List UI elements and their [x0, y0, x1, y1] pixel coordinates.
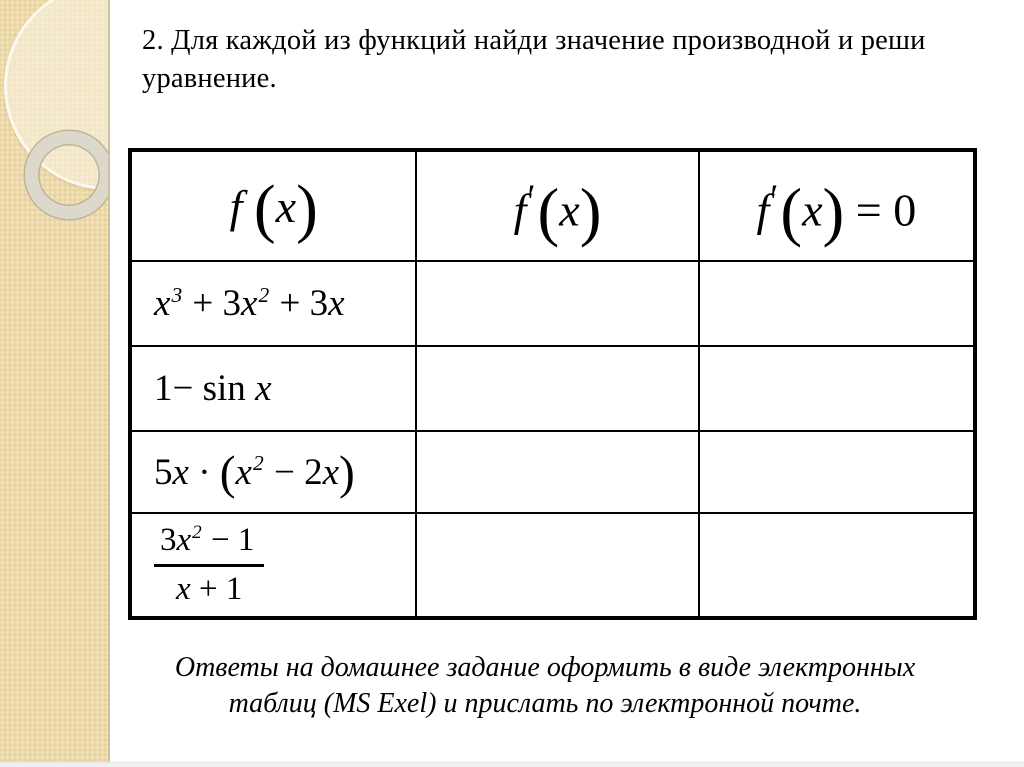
header-cell-fx: f (x): [130, 150, 416, 261]
table-row: [130, 513, 975, 618]
fprime-cell-row3: [416, 431, 698, 513]
table-row: [130, 346, 975, 431]
homework-instructions: Ответы на домашнее задание оформить в виде электронных таблиц (MS Exel) и прислать по электронной почте.: [174, 652, 916, 720]
solution-cell-row2: [699, 346, 975, 431]
table-row: [130, 261, 975, 346]
fprime-cell-row4: [416, 513, 698, 618]
header-cell-fprime: f′(x): [416, 150, 698, 261]
fprime-cell-row1: [416, 261, 698, 346]
table-row: [130, 431, 975, 513]
header-cell-fprime-eq-0: f′(x) = 0: [699, 150, 975, 261]
fx-cell-row3: $5x \cdot (x^2 - 2x)$: [130, 431, 416, 513]
table-header-row: [130, 150, 975, 261]
fraction-numerator: $3x^2 - 1$: [154, 522, 264, 567]
derivatives-table: [128, 148, 977, 620]
bottom-divider: [0, 762, 1024, 767]
fx-cell-row2: 1− sin x: [130, 346, 416, 431]
fx-cell-row1: $x^3 + 3x^2 + 3x$: [130, 261, 416, 346]
sidebar-decoration: [0, 0, 110, 762]
fraction: [154, 522, 264, 608]
solution-cell-row4: [699, 513, 975, 618]
solution-cell-row3: [699, 431, 975, 513]
fraction-denominator: x + 1: [176, 571, 243, 607]
fx-cell-row4: [130, 513, 416, 618]
decorative-ring: [25, 131, 110, 219]
slide-title: 2. Для каждой из функций найди значение производной и реши уравнение.: [142, 25, 926, 94]
fprime-cell-row2: [416, 346, 698, 431]
solution-cell-row1: [699, 261, 975, 346]
